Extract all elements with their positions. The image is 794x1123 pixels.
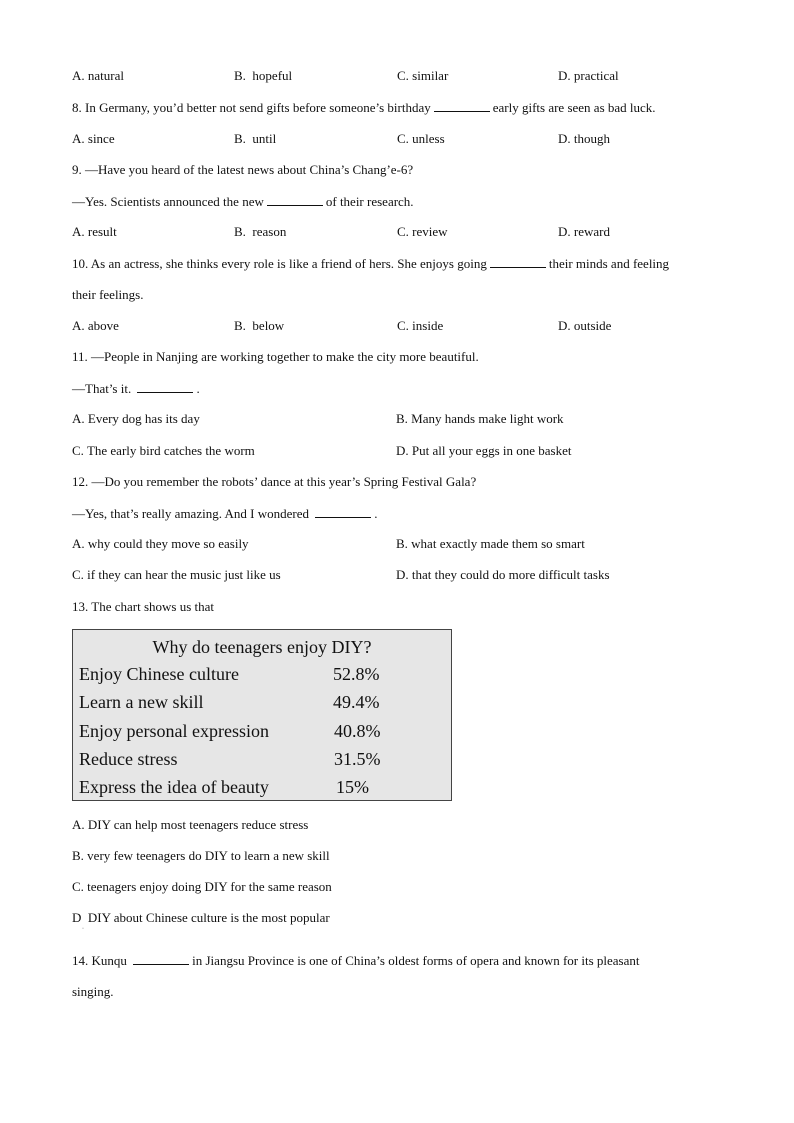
table-title: Why do teenagers enjoy DIY?	[152, 637, 372, 657]
answer-blank	[434, 99, 490, 112]
row-label: Reduce stress	[79, 749, 178, 769]
q14-stem-continued: singing.	[72, 984, 114, 999]
row-value: 31.5%	[334, 749, 381, 769]
answer-blank	[137, 380, 193, 393]
q9-response: —Yes. Scientists announced the new of their research.	[72, 194, 414, 209]
q12-option-a[interactable]: A. why could they move so easily	[72, 536, 249, 551]
q13-stem: 13. The chart shows us that	[72, 599, 215, 614]
q13-option-b[interactable]: B. very few teenagers do DIY to learn a new skill	[72, 848, 330, 863]
q7-option-b[interactable]: B. hopeful	[234, 68, 293, 83]
table-row	[79, 775, 449, 799]
q9-option-c[interactable]: C. review	[397, 224, 448, 239]
q13-option-a[interactable]: A. DIY can help most teenagers reduce stress	[72, 817, 309, 832]
q9-option-b[interactable]: B. reason	[234, 224, 287, 239]
q10-stem-continued: their feelings.	[72, 287, 144, 302]
stray-mark: ·	[82, 926, 84, 932]
q14-stem: 14. Kunqu in Jiangsu Province is one of China’s oldest forms of opera and known for its pleasant	[72, 953, 640, 968]
q7-option-c[interactable]: C. similar	[397, 68, 449, 83]
q10-option-c[interactable]: C. inside	[397, 318, 444, 333]
q10-option-a[interactable]: A. above	[72, 318, 119, 333]
q8-option-a[interactable]: A. since	[72, 131, 115, 146]
q12-option-d[interactable]: D. that they could do more difficult tasks	[396, 567, 610, 582]
table-row	[79, 719, 449, 743]
q11-stem: 11. —People in Nanjing are working together to make the city more beautiful.	[72, 349, 479, 364]
q12-response: —Yes, that’s really amazing. And I wondered .	[72, 506, 378, 521]
q10-option-b[interactable]: B. below	[234, 318, 285, 333]
row-label: Enjoy personal expression	[79, 721, 269, 741]
row-value: 49.4%	[333, 692, 380, 712]
q8-option-d[interactable]: D. though	[558, 131, 611, 146]
row-label: Enjoy Chinese culture	[79, 664, 239, 684]
row-value: 40.8%	[334, 721, 381, 741]
q7-option-d[interactable]: D. practical	[558, 68, 619, 83]
q12-option-c[interactable]: C. if they can hear the music just like us	[72, 567, 281, 582]
table-row	[79, 747, 449, 771]
diy-survey-table	[72, 629, 452, 801]
row-label: Express the idea of beauty	[79, 777, 269, 797]
answer-blank	[133, 952, 189, 965]
q13-option-d[interactable]: D DIY about Chinese culture is the most popular	[72, 910, 330, 925]
q8-option-c[interactable]: C. unless	[397, 131, 445, 146]
table-row	[79, 662, 449, 686]
row-value: 52.8%	[333, 664, 380, 684]
q9-option-d[interactable]: D. reward	[558, 224, 610, 239]
q13-option-c[interactable]: C. teenagers enjoy doing DIY for the same reason	[72, 879, 332, 894]
q11-option-b[interactable]: B. Many hands make light work	[396, 411, 564, 426]
q8-option-b[interactable]: B. until	[234, 131, 277, 146]
q9-option-a[interactable]: A. result	[72, 224, 117, 239]
q11-option-c[interactable]: C. The early bird catches the worm	[72, 443, 255, 458]
answer-blank	[267, 193, 323, 206]
answer-blank	[315, 505, 371, 518]
row-value: 15%	[336, 777, 369, 797]
row-label: Learn a new skill	[79, 692, 204, 712]
q12-stem: 12. —Do you remember the robots’ dance at this year’s Spring Festival Gala?	[72, 474, 477, 489]
table-row	[79, 690, 449, 714]
q11-response: —That’s it. .	[72, 381, 200, 396]
q12-option-b[interactable]: B. what exactly made them so smart	[396, 536, 585, 551]
q8-stem: 8. In Germany, you’d better not send gifts before someone’s birthday early gifts are seen as bad luck.	[72, 100, 656, 115]
q11-option-a[interactable]: A. Every dog has its day	[72, 411, 200, 426]
q10-option-d[interactable]: D. outside	[558, 318, 612, 333]
answer-blank	[490, 255, 546, 268]
q10-stem: 10. As an actress, she thinks every role is like a friend of hers. She enjoys going their minds and feeling	[72, 256, 670, 271]
q9-stem: 9. —Have you heard of the latest news about China’s Chang’e-6?	[72, 162, 414, 177]
q11-option-d[interactable]: D. Put all your eggs in one basket	[396, 443, 572, 458]
q7-option-a[interactable]: A. natural	[72, 68, 124, 83]
